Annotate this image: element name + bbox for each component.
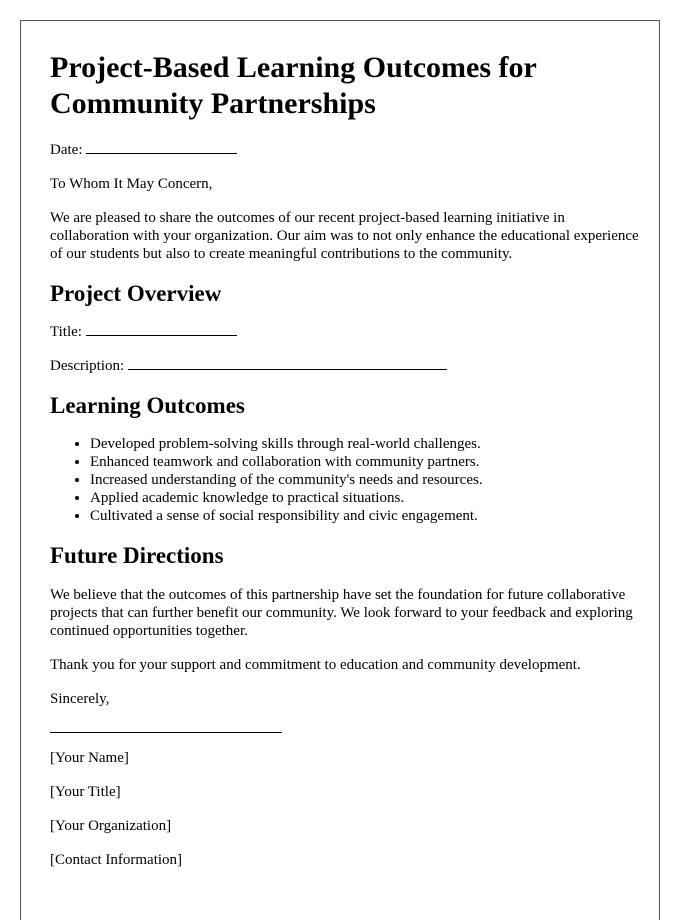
signature-organization: [Your Organization] [50,818,172,834]
overview-heading: Project Overview [50,281,222,306]
future-heading: Future Directions [50,543,224,568]
date-line [50,141,640,159]
letter-page [20,20,660,920]
outcomes-heading: Learning Outcomes [50,393,245,418]
project-description-label: Description: [50,358,125,374]
salutation: To Whom It May Concern, [50,176,213,192]
intro-paragraph: We are pleased to share the outcomes of our recent project-based learning initiative in collaboration with your organization. Our aim was to not only enhance the educational experience of our students but also to create meaningful contributions to the community. [50,210,639,262]
project-description-blank [128,357,447,370]
letter-content [50,21,640,869]
thanks-paragraph: Thank you for your support and commitment to education and community development. [50,657,581,673]
list-item: • Enhanced teamwork and collaboration with community partners. [90,453,640,471]
signature-title: [Your Title] [50,784,121,800]
closing: Sincerely, [50,691,110,707]
signature-line [50,732,282,733]
date-blank [86,141,237,154]
project-description-line [50,357,640,375]
list-item: • Applied academic knowledge to practical situations. [90,489,640,507]
outcomes-list [50,435,640,525]
project-title-line [50,323,640,341]
list-item: • Increased understanding of the community's needs and resources. [90,471,640,489]
date-label: Date: [50,142,83,158]
list-item: • Cultivated a sense of social responsibility and civic engagement. [90,507,640,525]
project-title-blank [86,323,237,336]
signature-name: [Your Name] [50,750,129,766]
list-item: • Developed problem-solving skills through real-world challenges. [90,435,640,453]
signature-contact: [Contact Information] [50,852,183,868]
future-paragraph: We believe that the outcomes of this partnership have set the foundation for future collaborative projects that can further benefit our community. We look forward to your feedback and exploring continued opportunities together. [50,587,633,639]
project-title-label: Title: [50,324,82,340]
letter-title: Project-Based Learning Outcomes for Community Partnerships [50,51,537,120]
